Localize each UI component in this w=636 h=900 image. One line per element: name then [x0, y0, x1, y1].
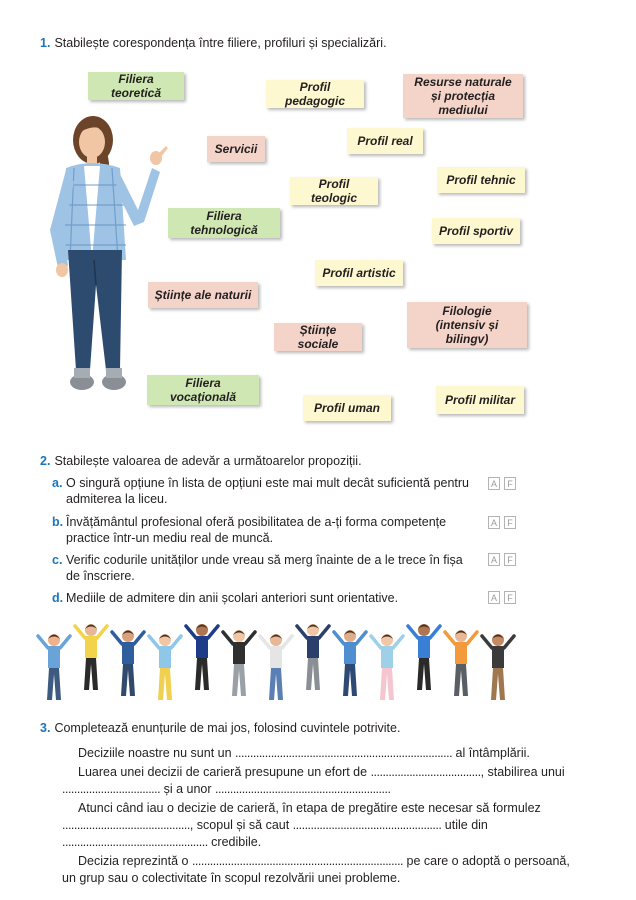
statement-letter: b.	[52, 515, 64, 529]
fill-in-paragraphs	[62, 745, 578, 889]
card-filiera-vocationala[interactable]: Filiera vocațională	[147, 375, 259, 405]
text-part: utile din	[441, 818, 488, 832]
card-profil-sportiv[interactable]: Profil sportiv	[432, 218, 520, 244]
question-2-title	[40, 454, 362, 468]
blank-field[interactable]: .........................................................................	[235, 746, 453, 760]
text-part: al întâmplării.	[452, 746, 530, 760]
text-part: .	[387, 782, 391, 796]
card-filiera-tehnologica[interactable]: Filiera tehnologică	[168, 208, 280, 238]
blank-field[interactable]: .................................................	[62, 835, 208, 849]
card-resurse-naturale[interactable]: Resurse naturale și protecția mediului	[403, 74, 523, 118]
student-figure	[149, 634, 181, 700]
statement-text: O singură opțiune în lista de opțiuni este mai mult decât suficientă pentru admiterea la liceu.	[66, 476, 470, 506]
blank-field[interactable]: .................................	[62, 782, 161, 796]
card-profil-militar[interactable]: Profil militar	[436, 386, 524, 414]
text-part: Deciziile noastre nu sunt un	[78, 746, 236, 760]
question-1-number: 1.	[40, 36, 51, 50]
true-false-boxes-a	[488, 477, 516, 490]
student-figure	[482, 634, 514, 700]
true-checkbox[interactable]: A	[488, 553, 500, 566]
statement-text: Mediile de admitere din anii școlari anteriori sunt orientative.	[66, 591, 399, 605]
paragraph-3	[62, 800, 578, 851]
card-profil-teologic[interactable]: Profil teologic	[290, 177, 378, 205]
card-filologie[interactable]: Filologie (intensiv și bilingv)	[407, 302, 527, 348]
girl-pointing-illustration	[38, 110, 168, 405]
paragraph-1	[62, 745, 578, 762]
text-part: Luarea unei decizii de carieră presupune un efort de	[78, 765, 371, 779]
text-part: , scopul și să caut	[189, 818, 293, 832]
text-part: pe care o adoptă o persoană, un grup sau o colectivitate în scopul rezolvării unei probleme.	[62, 854, 570, 885]
question-2-text: Stabilește valoarea de adevăr a următoarelor propoziții.	[54, 454, 362, 468]
student-figure	[38, 634, 70, 700]
statement-letter: d.	[52, 591, 64, 605]
blank-field[interactable]: ...........................................	[62, 818, 190, 832]
question-3-title	[40, 721, 400, 735]
card-stiinte-naturii[interactable]: Științe ale naturii	[148, 282, 258, 308]
paragraph-2	[62, 764, 578, 798]
student-figure	[223, 630, 255, 696]
question-3-number: 3.	[40, 721, 51, 735]
statement-text: Învățământul profesional oferă posibilitatea de a-ți forma competențe practice într-un mediu real de muncă.	[66, 515, 447, 545]
card-filiera-teoretica[interactable]: Filiera teoretică	[88, 72, 184, 100]
statement-text: Verific codurile unităților unde vreau să merg înainte de a le trece în fișa de înscriere.	[66, 553, 463, 583]
student-figure	[371, 634, 403, 700]
card-stiinte-sociale[interactable]: Științe sociale	[274, 323, 362, 351]
student-figure	[334, 630, 366, 696]
true-false-boxes-b	[488, 516, 516, 529]
question-1-text: Stabilește corespondența între filiere, profiluri și specializări.	[54, 36, 387, 50]
text-part: credibile.	[207, 835, 262, 849]
blank-field[interactable]: ..................................................	[292, 818, 442, 832]
text-part: , stabilirea unui	[480, 765, 565, 779]
question-2-number: 2.	[40, 454, 51, 468]
statement-a	[52, 475, 476, 507]
true-checkbox[interactable]: A	[488, 477, 500, 490]
card-profil-uman[interactable]: Profil uman	[303, 395, 391, 421]
text-part: și a unor	[160, 782, 215, 796]
blank-field[interactable]: .......................................................................	[191, 854, 404, 868]
statement-letter: c.	[52, 553, 63, 567]
text-part: Decizia reprezintă o	[78, 854, 192, 868]
paragraph-4	[62, 853, 578, 887]
card-profil-real[interactable]: Profil real	[347, 128, 423, 154]
student-figure	[260, 634, 292, 700]
true-false-boxes-c	[488, 553, 516, 566]
true-false-boxes-d	[488, 591, 516, 604]
statement-b	[52, 514, 476, 546]
card-profil-artistic[interactable]: Profil artistic	[315, 260, 403, 286]
students-jumping-photo	[36, 622, 526, 712]
student-figure	[445, 630, 477, 696]
card-servicii[interactable]: Servicii	[207, 136, 265, 162]
question-3-text: Completează enunțurile de mai jos, folosind cuvintele potrivite.	[54, 721, 401, 735]
blank-field[interactable]: ..........................................................	[215, 782, 388, 796]
student-figure	[186, 624, 218, 690]
student-figure	[297, 624, 329, 690]
true-checkbox[interactable]: A	[488, 591, 500, 604]
statement-c	[52, 552, 476, 584]
text-part: Atunci când iau o decizie de carieră, în etapa de pregătire este necesar să formulez	[78, 801, 541, 815]
false-checkbox[interactable]: F	[504, 477, 516, 490]
false-checkbox[interactable]: F	[504, 591, 516, 604]
card-profil-pedagogic[interactable]: Profil pedagogic	[266, 80, 364, 108]
false-checkbox[interactable]: F	[504, 553, 516, 566]
statement-letter: a.	[52, 476, 63, 490]
student-figure	[408, 624, 440, 690]
question-1-title	[40, 36, 387, 50]
blank-field[interactable]: .....................................	[370, 765, 481, 779]
student-figure	[75, 624, 107, 690]
false-checkbox[interactable]: F	[504, 516, 516, 529]
card-profil-tehnic[interactable]: Profil tehnic	[437, 167, 525, 193]
student-figure	[112, 630, 144, 696]
statement-d	[52, 590, 476, 606]
true-checkbox[interactable]: A	[488, 516, 500, 529]
